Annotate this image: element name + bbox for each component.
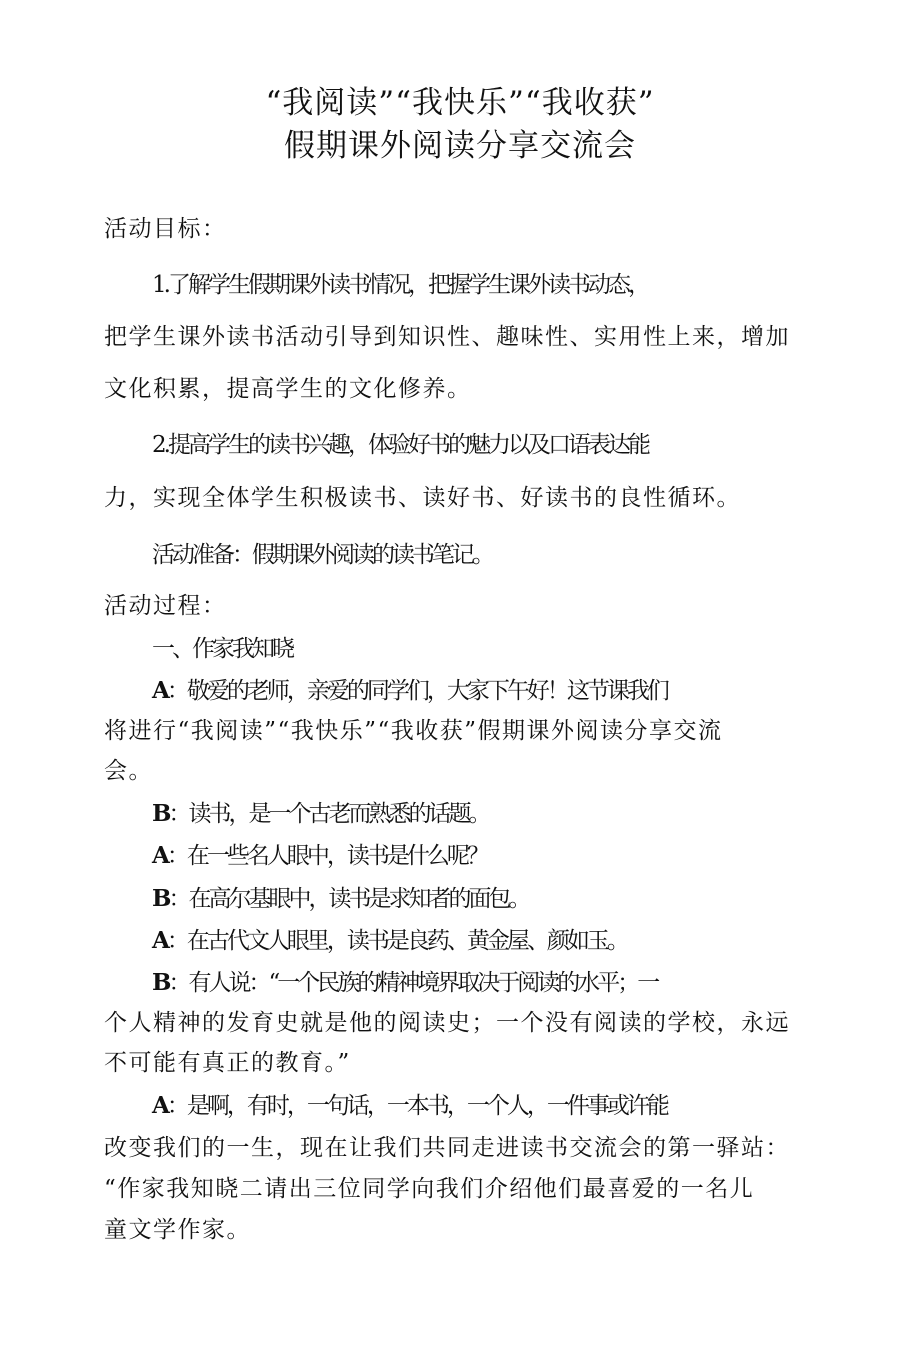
section1-heading: 一、作家我知晓 <box>152 636 292 662</box>
speaker-label: B <box>152 800 169 827</box>
speaker-label: A <box>152 842 167 869</box>
speaker-label: A <box>152 677 167 704</box>
preparation-line: 活动准备：假期课外阅读的读书笔记。 <box>152 542 492 568</box>
dialogue-2: B：读书，是一个古老而熟悉的话题。 <box>152 800 489 827</box>
goal2-line-2: 力，实现全体学生积极读书、读好书、好读书的良性循环。 <box>104 485 741 511</box>
dialogue-4: B：在高尔基眼中，读书是求知者的面包。 <box>152 885 529 912</box>
dialogue-6-line-1: B：有人说：“一个民族的精神境界取决于阅读的水平；一 <box>152 969 658 996</box>
dialogue-5: A：在古代文人眼里，读书是良药、黄金屋、颜如玉。 <box>152 927 627 954</box>
goal1-line-2: 把学生课外读书活动引导到知识性、趣味性、实用性上来，增加 <box>104 324 790 350</box>
speaker-label: B <box>152 885 169 912</box>
goal2-line-1: 2.提高学生的读书兴趣，体验好书的魅力以及口语表达能 <box>152 432 648 458</box>
goal-heading: 活动目标： <box>104 216 227 242</box>
dialogue-1-line-2: 将进行“我阅读”“我快乐”“我收获”假期课外阅读分享交流 <box>104 718 723 744</box>
speaker-label: A <box>152 1092 167 1119</box>
dialogue-6-line-2: 个人精神的发育史就是他的阅读史；一个没有阅读的学校，永远 <box>104 1010 790 1036</box>
dialogue-7-line-3: “作家我知晓二请出三位同学向我们介绍他们最喜爱的一名儿 <box>104 1176 755 1202</box>
dialogue-3: A：在一些名人眼中，读书是什么呢？ <box>152 842 487 869</box>
goal1-line-3: 文化积累，提高学生的文化修养。 <box>104 376 472 402</box>
dialogue-1-line-1: A：敬爱的老师，亲爱的同学们，大家下午好！这节课我们 <box>152 677 667 704</box>
speaker-label: B <box>152 969 169 996</box>
process-heading: 活动过程： <box>104 593 227 619</box>
dialogue-7-line-2: 改变我们的一生，现在让我们共同走进读书交流会的第一驿站： <box>104 1135 790 1161</box>
title-line-2: 假期课外阅读分享交流会 <box>284 128 636 164</box>
dialogue-7-line-1: A：是啊，有时，一句话，一本书，一个人，一件事或许能 <box>152 1092 667 1119</box>
speaker-label: A <box>152 927 167 954</box>
title-line-1: “我阅读”“我快乐”“我收获” <box>265 85 655 121</box>
dialogue-7-line-4: 童文学作家。 <box>104 1217 251 1243</box>
dialogue-6-line-3: 不可能有真正的教育。” <box>104 1050 351 1076</box>
goal1-line-1: 1.了解学生假期课外读书情况，把握学生课外读书动态， <box>152 272 648 298</box>
dialogue-1-line-3: 会。 <box>104 758 153 784</box>
